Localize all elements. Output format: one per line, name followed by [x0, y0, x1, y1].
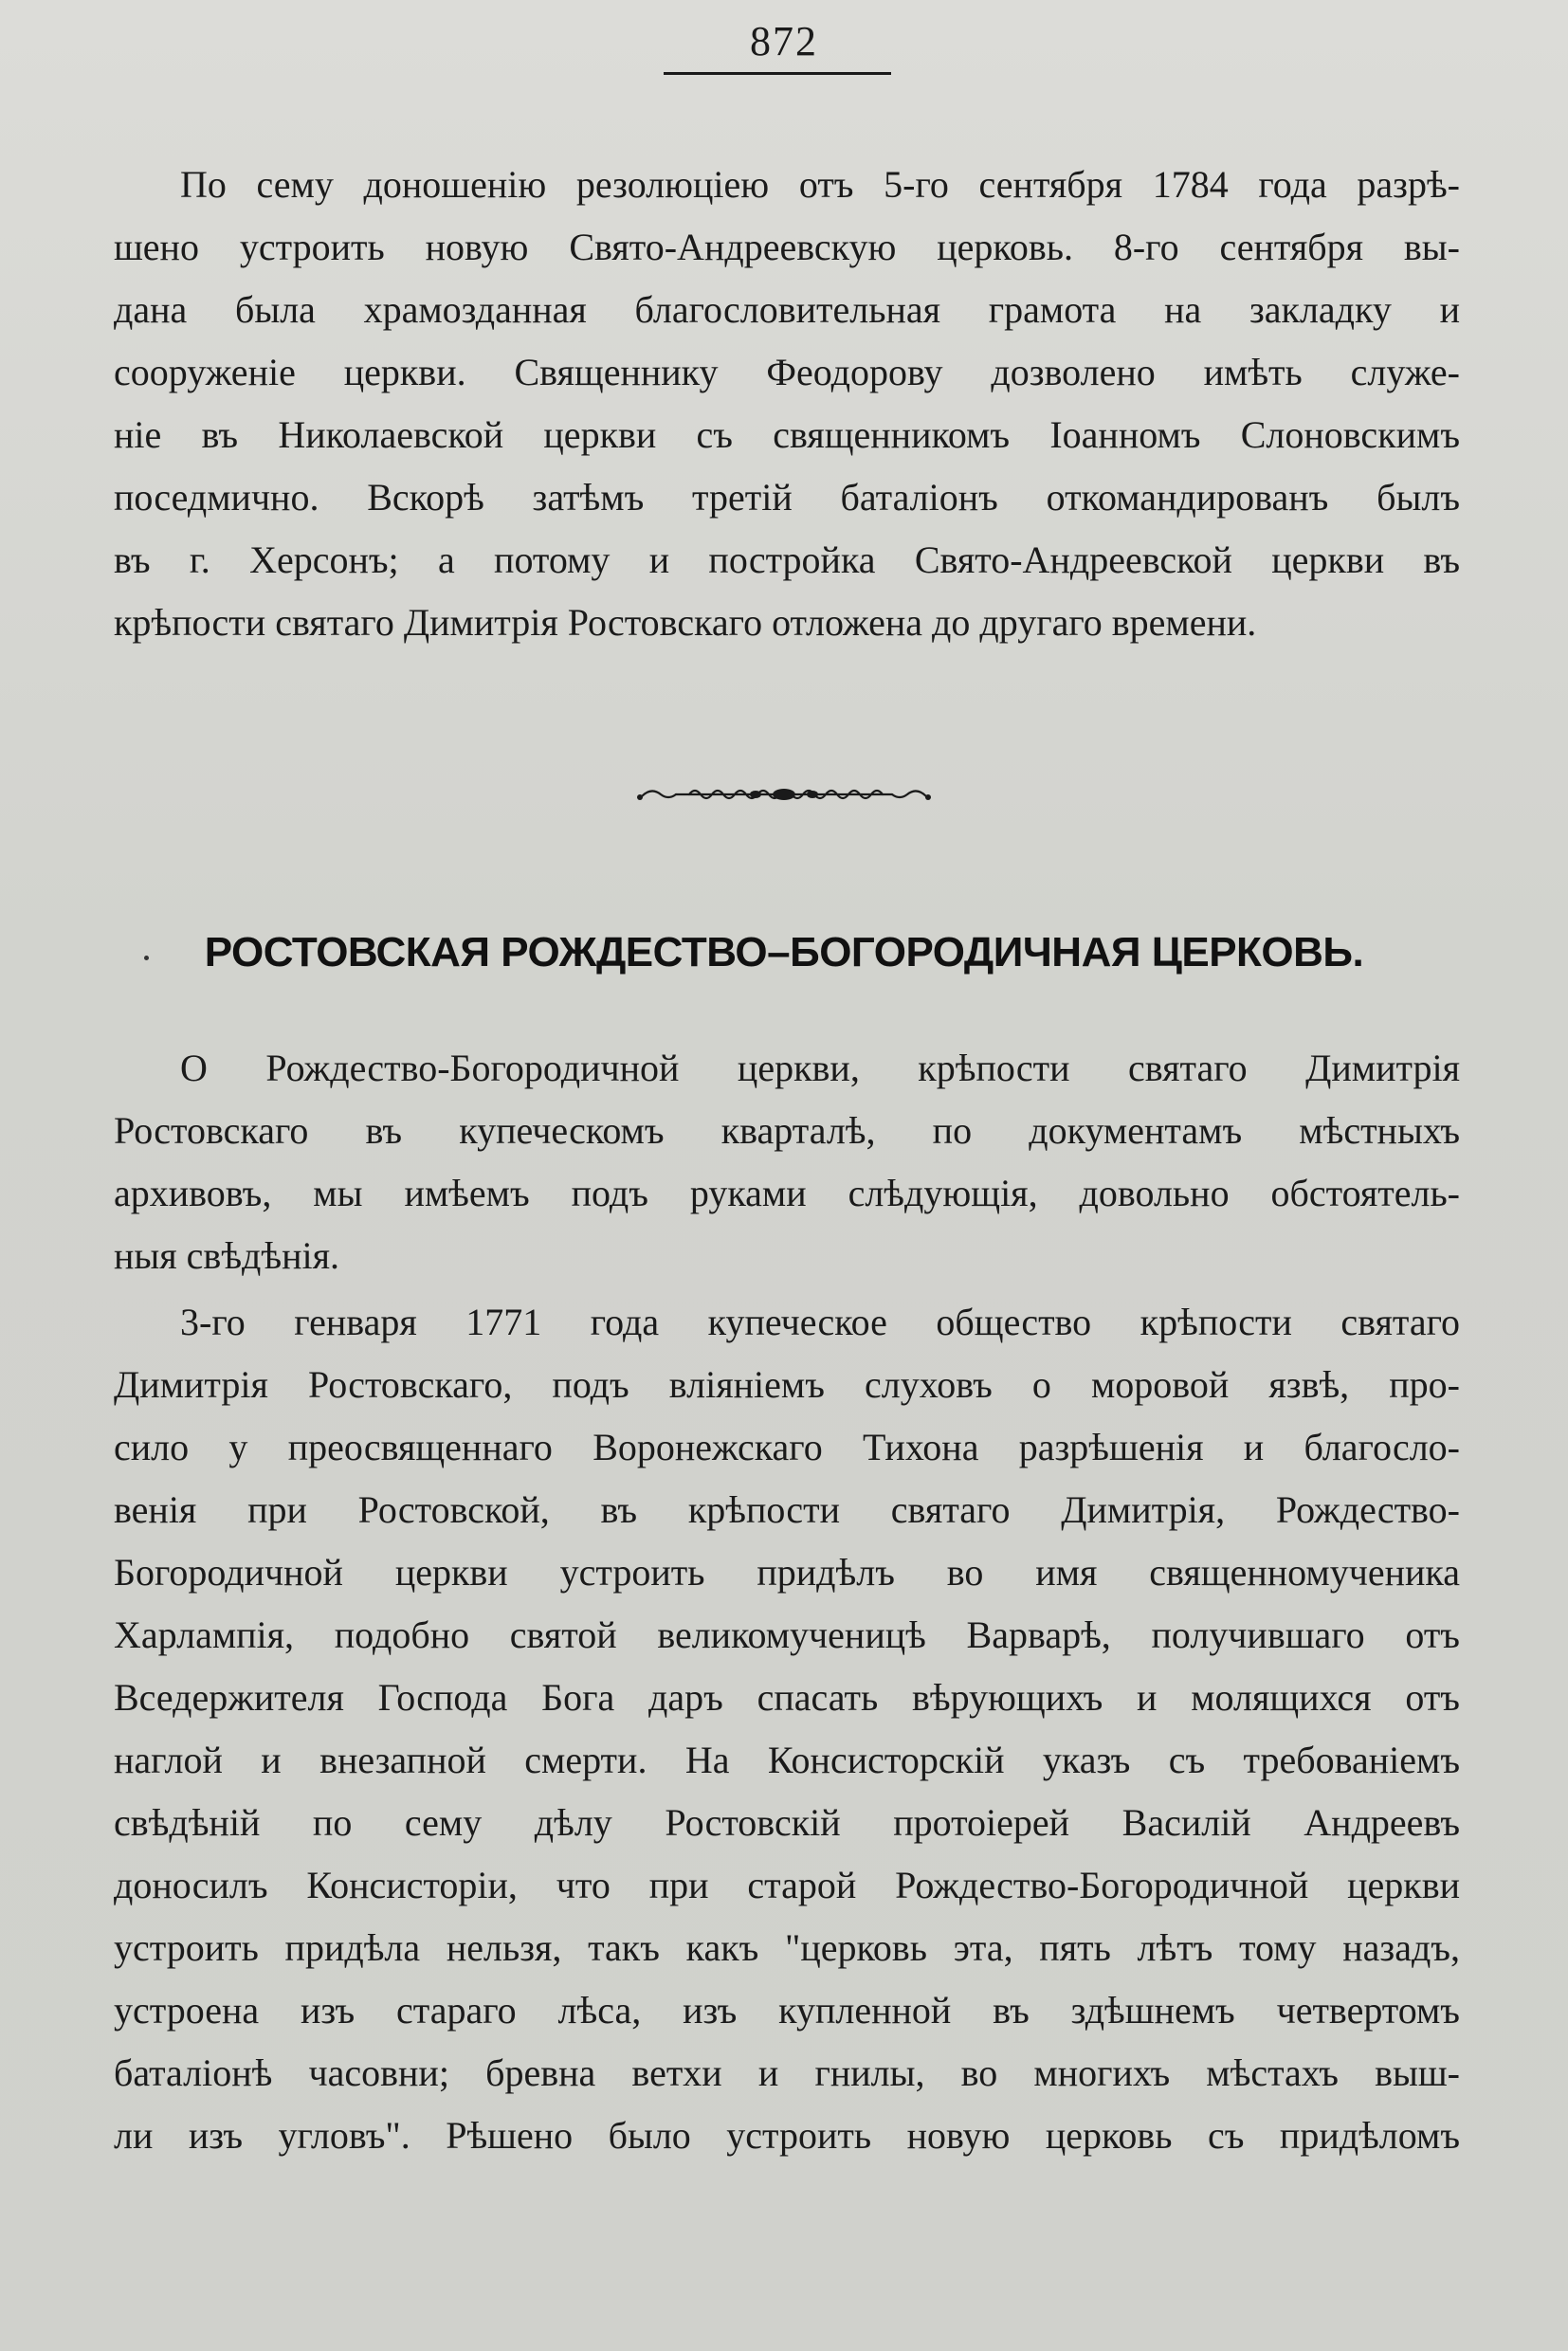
page-number: 872 — [750, 18, 818, 64]
text-line: свѣдѣній по сему дѣлу Ростовскій протоіерей Василій Андреевъ — [114, 1801, 1460, 1844]
text-line: Димитрія Ростовскаго, подъ вліяніемъ слуховъ о моровой язвѣ, про- — [114, 1363, 1460, 1406]
text-line: доносилъ Консисторіи, что при старой Рождество-Богородичной церкви — [114, 1864, 1460, 1906]
paragraph-2 — [114, 1037, 1460, 1287]
paragraph-3 — [114, 1291, 1460, 2167]
text-line: ныя свѣдѣнія. — [114, 1234, 340, 1277]
text-line: Ростовскаго въ купеческомъ кварталѣ, по документамъ мѣстныхъ — [114, 1109, 1460, 1152]
text-line: крѣпости святаго Димитрія Ростовскаго отложена до другаго времени. — [114, 601, 1257, 644]
text-line: Харлампія, подобно святой великомученицѣ Варварѣ, получившаго отъ — [114, 1613, 1460, 1656]
text-line: ли изъ угловъ". Рѣшено было устроить новую церковь съ придѣломъ — [114, 2114, 1460, 2157]
text-line: ніе въ Николаевской церкви съ священникомъ Іоанномъ Слоновскимъ — [114, 413, 1460, 456]
text-line: устроить придѣла нельзя, такъ какъ "церковь эта, пять лѣтъ тому назадъ, — [114, 1926, 1460, 1969]
text-line: шено устроить новую Свято-Андреевскую церковь. 8-го сентября вы- — [114, 226, 1460, 268]
text-line: устроена изъ стараго лѣса, изъ купленной въ здѣшнемъ четвертомъ — [114, 1989, 1460, 2032]
decorative-divider-icon — [632, 775, 936, 813]
text-line: 3-го генваря 1771 года купеческое общество крѣпости святаго — [180, 1301, 1460, 1343]
text-line: венія при Ростовской, въ крѣпости святаго Димитрія, Рождество- — [114, 1488, 1460, 1531]
text-line: По сему доношенію резолюціею отъ 5-го сентября 1784 года разрѣ- — [180, 163, 1460, 206]
paragraph-1 — [114, 154, 1460, 654]
section-title: РОСТОВСКАЯ РОЖДЕСТВО–БОГОРОДИЧНАЯ ЦЕРКОВЬ. — [204, 929, 1364, 975]
text-line: О Рождество-Богородичной церкви, крѣпости святаго Димитрія — [180, 1047, 1460, 1089]
text-line: въ г. Херсонъ; а потому и постройка Свято-Андреевской церкви въ — [114, 538, 1460, 581]
text-line: Вседержителя Господа Бога даръ спасать вѣрующихъ и молящихся отъ — [114, 1676, 1460, 1719]
text-line: архивовъ, мы имѣемъ подъ руками слѣдующія, довольно обстоятель- — [114, 1172, 1460, 1214]
page-number-underline — [664, 72, 891, 75]
text-line: наглой и внезапной смерти. На Консисторскій указъ съ требованіемъ — [114, 1739, 1460, 1781]
text-line: баталіонѣ часовни; бревна ветхи и гнилы, во многихъ мѣстахъ выш- — [114, 2051, 1460, 2094]
text-line: сооруженіе церкви. Священнику Феодорову дозволено имѣть служе- — [114, 351, 1460, 393]
text-line: поседмично. Вскорѣ затѣмъ третій баталіонъ откомандированъ былъ — [114, 476, 1460, 519]
text-line: сило у преосвященнаго Воронежскаго Тихона разрѣшенія и благосло- — [114, 1426, 1460, 1468]
text-line: Богородичной церкви устроить придѣлъ во имя священномученика — [114, 1551, 1460, 1594]
text-line: дана была храмозданная благословительная грамота на закладку и — [114, 288, 1460, 331]
